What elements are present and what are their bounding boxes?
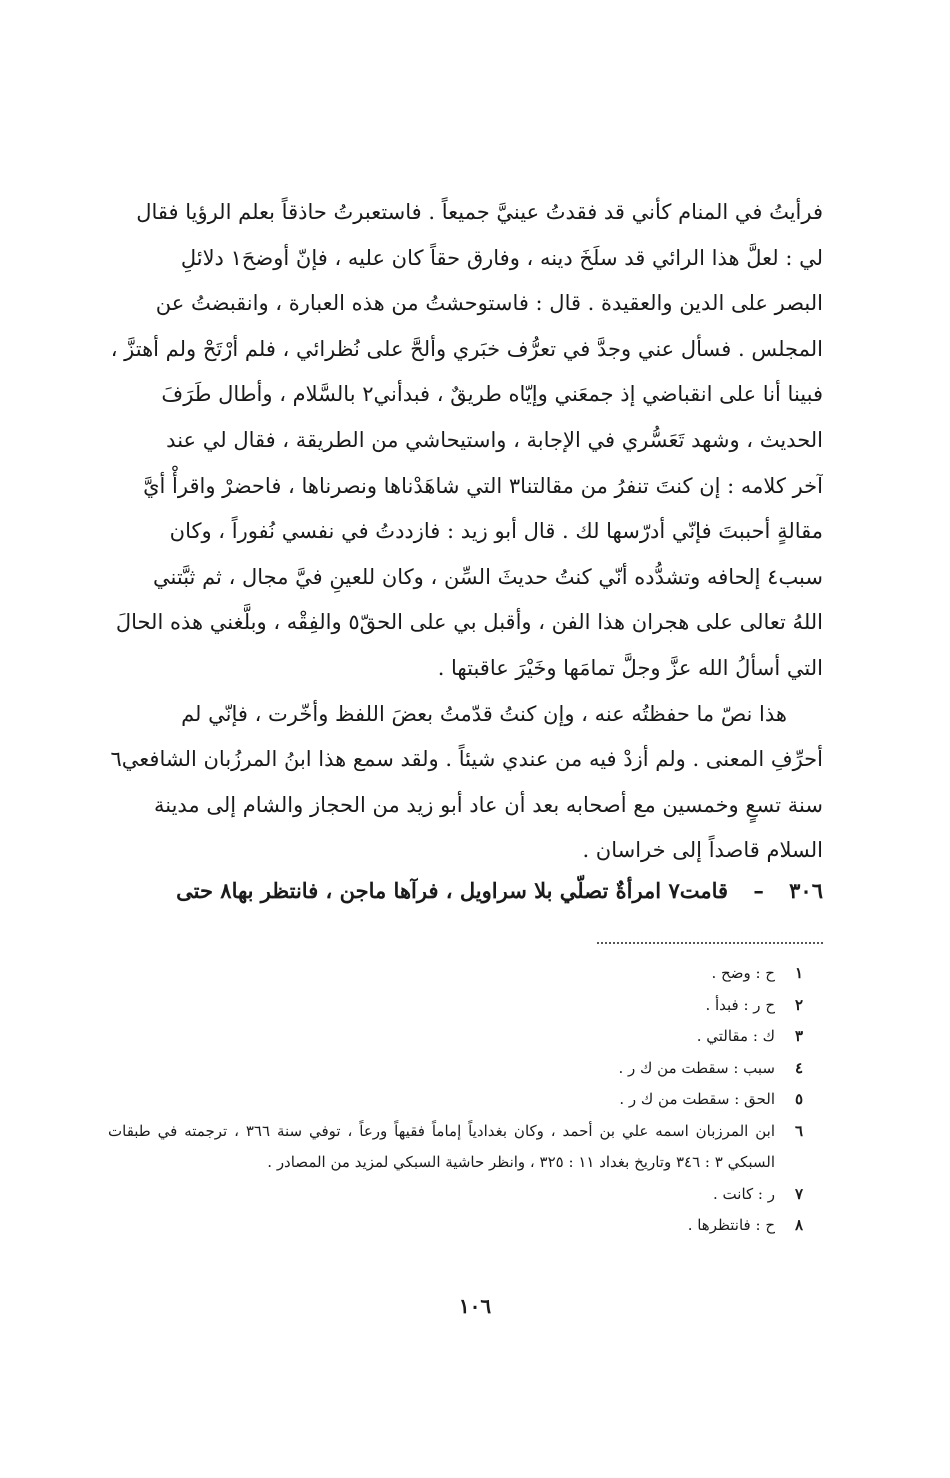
footnote-text: سبب : سقطت من ك ر .: [618, 1058, 775, 1077]
paragraph-line: هذا نصّ ما حفظتُه عنه ، وإن كنتُ قدّمتُ بعضَ اللفظ وأخّرت ، فإنّي لم: [181, 701, 787, 726]
footnote-text: ح ر : فبدأ .: [705, 995, 775, 1014]
main-text: [108, 190, 823, 874]
text-line: البصر على الدين والعقيدة . قال : فاستوحشتُ من هذه العبارة ، وانقبضتُ عن: [155, 291, 823, 316]
text-line: فرأيتُ في المنام كأني قد فقدتُ عينيَّ جميعاً . فاستعبرتُ حاذقاً بعلم الرؤيا فقال: [136, 200, 823, 224]
footnote: [108, 1053, 823, 1085]
text-line: التي أسألُ الله عزَّ وجلَّ تمامَها وخَيْرَ عاقبتها .: [437, 655, 823, 680]
footnote-number: ١: [794, 964, 804, 982]
paragraph-line: أحرِّفِ المعنى . ولم أزدْ فيه من عندي شيئاً . ولقد سمع هذا ابنُ المرزُبان الشافعي٦: [110, 747, 823, 772]
footnote-text: ابن المرزبان اسمه علي بن أحمد ، وكان بغدادياً إماماً فقيهاً ورعاً ، توفي سنة ٣٦٦ ، ترجمته في طبقات السبكي ٣ : ٣٤٦ وتاريخ بغداد ١١ : ٣٢٥ ، وانظر حاشية السبكي لمزيد من المصادر .: [108, 1121, 775, 1171]
footnote: [108, 958, 823, 990]
footnote-number: ٥: [794, 1090, 804, 1108]
footnote-number: ٤: [794, 1058, 804, 1077]
footnote-text: ك : مقالتي .: [696, 1027, 775, 1045]
entry-dash: –: [753, 878, 764, 903]
entry-text: قامت٧ امرأةٌ تصلّي بلا سراويل ، فرآها ماجن ، فانتظر بها٨ حتى: [176, 878, 729, 903]
footnote-number: ٣: [794, 1027, 804, 1045]
text-line: اللهُ تعالى على هجران هذا الفن ، وأقبل بي على الحقّ٥ والفِقْه ، وبلَّغني هذه الحالَ: [115, 610, 823, 635]
text-line: آخر كلامه : إن كنتَ تنفرُ من مقالتنا٣ التي شاهَدْناها ونصرناها ، فاحضرْ واقرأْ أيَّ: [143, 473, 823, 498]
footnote-number: ٨: [794, 1216, 804, 1234]
footnote-text: الحق : سقطت من ك ر .: [619, 1090, 775, 1108]
footnote: [108, 1210, 823, 1242]
footnote-text: ح : وضح .: [711, 964, 775, 982]
footnote-number: ٦: [794, 1121, 804, 1140]
footnote-text: ح : فانتظرها .: [687, 1216, 775, 1234]
entry-number: ٣٠٦: [789, 878, 823, 903]
text-line: المجلس . فسأل عني وجدَّ في تعرُّف خبَري وألحَّ على نُظرائي ، فلم أرْتَحْ ولم أهتزَّ ،: [110, 336, 823, 361]
footnote: [108, 1179, 823, 1211]
text-line: سبب٤ إلحافه وتشدُّده أنّي كنتُ حديثَ السِّن ، وكان للعينِ فيَّ مجال ، ثم ثبَّتني: [153, 564, 823, 589]
paragraph-line: السلام قاصداً إلى خراسان .: [582, 838, 823, 863]
paragraph-line: سنة تسعٍ وخمسين مع أصحابه بعد أن عاد أبو زيد من الحجاز والشام إلى مدينة: [153, 792, 823, 817]
footnote: [108, 1021, 823, 1053]
footnote-separator: [597, 942, 823, 944]
text-line: مقالةٍ أحببتَ فإنّي أدرّسها لك . قال أبو زيد : فازددتُ في نفسي نُفوراً ، وكان: [169, 519, 823, 544]
footnotes: [108, 958, 823, 1242]
page-number: ١٠٦: [458, 1294, 492, 1318]
footnote-number: ٢: [794, 995, 804, 1014]
footnote-text: ر : كانت .: [713, 1184, 775, 1203]
footnote: [108, 990, 823, 1022]
text-line: الحديث ، وشهد تَعَسُّري في الإجابة ، واستيحاشي من الطريقة ، فقال لي عند: [166, 427, 823, 452]
footnote-number: ٧: [794, 1184, 804, 1203]
footnote: [108, 1084, 823, 1116]
text-line: لي : لعلَّ هذا الرائي قد سلَخَ دينه ، وفارق حقاً كان عليه ، فإنّ أوضحَ١ دلائلِ: [180, 245, 823, 270]
text-line: فبينا أنا على انقباضي إذ جمعَني وإيّاه طريقٌ ، فبدأني٢ بالسَّلام ، وأطال طَرَفَ: [161, 382, 823, 407]
footnote: [108, 1116, 823, 1179]
entry-heading: [108, 878, 823, 903]
